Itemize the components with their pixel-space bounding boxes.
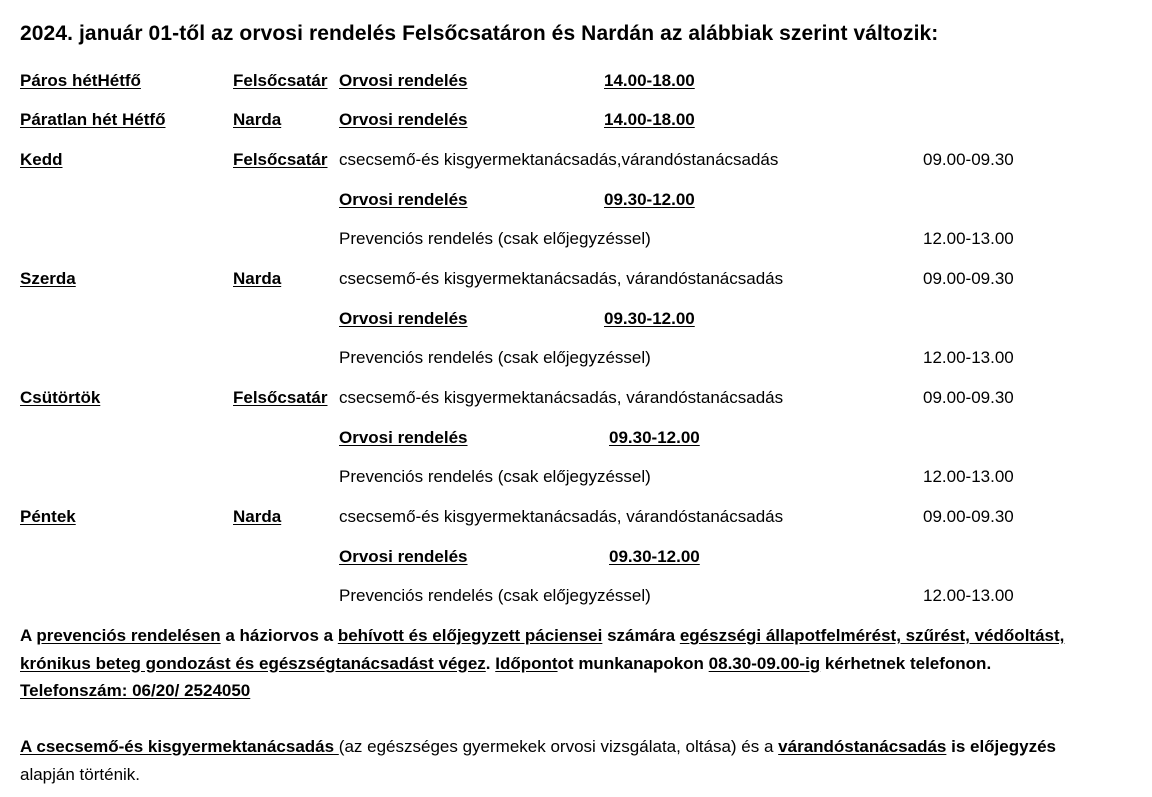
time-label: 09.00-09.30: [923, 507, 1014, 526]
place-label: Felsőcsatár: [233, 71, 328, 90]
time-label: 12.00-13.00: [923, 586, 1014, 605]
service-label: Prevenciós rendelés (csak előjegyzéssel): [339, 229, 651, 248]
day-label: Kedd: [20, 150, 63, 169]
time-label: 12.00-13.00: [923, 229, 1014, 248]
place-label: Narda: [233, 110, 282, 129]
service-label: Orvosi rendelés: [339, 110, 468, 129]
service-label: Orvosi rendelés: [339, 71, 468, 90]
service-label: csecsemő-és kisgyermektanácsadás, várandóstanácsadás: [339, 269, 784, 288]
time-label: 09.00-09.30: [923, 269, 1014, 288]
time-label: 12.00-13.00: [923, 348, 1014, 367]
prevention-note: [20, 622, 1064, 705]
service-label: Orvosi rendelés: [339, 309, 468, 328]
day-label: Páros hétHétfő: [20, 71, 141, 90]
note-line: krónikus beteg gondozást és egészségtanácsadást végez. Időpontot munkanapokon 08.30-09.00-ig kérhetnek telefonon.: [20, 653, 992, 673]
time-label: 09.30-12.00: [609, 428, 700, 447]
page-title: 2024. január 01-től az orvosi rendelés Felsőcsatáron és Nardán az alábbiak szerint változik:: [20, 22, 939, 45]
day-label: Páratlan hét Hétfő: [20, 110, 166, 129]
service-label: csecsemő-és kisgyermektanácsadás,várandóstanácsadás: [339, 150, 779, 169]
time-label: 09.30-12.00: [604, 309, 695, 328]
note-line: A prevenciós rendelésen a háziorvos a behívott és előjegyzett páciensei számára egészségi állapotfelmérést, szűrést, védőoltást,: [20, 626, 1065, 645]
service-label: Orvosi rendelés: [339, 428, 468, 447]
service-label: csecsemő-és kisgyermektanácsadás, várandóstanácsadás: [339, 388, 784, 407]
phone-number: Telefonszám: 06/20/ 2524050: [20, 681, 251, 700]
time-label: 09.00-09.30: [923, 150, 1014, 169]
day-label: Péntek: [20, 507, 76, 526]
service-label: Prevenciós rendelés (csak előjegyzéssel): [339, 348, 651, 367]
service-label: Prevenciós rendelés (csak előjegyzéssel): [339, 586, 651, 605]
place-label: Narda: [233, 507, 282, 526]
day-label: Csütörtök: [20, 388, 101, 407]
counseling-note: [20, 733, 1056, 788]
service-label: Prevenciós rendelés (csak előjegyzéssel): [339, 467, 651, 486]
place-label: Felsőcsatár: [233, 150, 328, 169]
place-label: Felsőcsatár: [233, 388, 328, 407]
service-label: Orvosi rendelés: [339, 190, 468, 209]
service-label: Orvosi rendelés: [339, 547, 468, 566]
time-label: 09.30-12.00: [609, 547, 700, 566]
time-label: 12.00-13.00: [923, 467, 1014, 486]
time-label: 09.00-09.30: [923, 388, 1014, 407]
place-label: Narda: [233, 269, 282, 288]
service-label: csecsemő-és kisgyermektanácsadás, várandóstanácsadás: [339, 507, 784, 526]
time-label: 09.30-12.00: [604, 190, 695, 209]
note-line: A csecsemő-és kisgyermektanácsadás (az egészséges gyermekek orvosi vizsgálata, oltása) és a várandóstanácsadás is előjegyzés: [20, 737, 1056, 756]
day-label: Szerda: [20, 269, 76, 288]
time-label: 14.00-18.00: [604, 110, 695, 129]
note-line: alapján történik.: [20, 764, 141, 784]
time-label: 14.00-18.00: [604, 71, 695, 90]
